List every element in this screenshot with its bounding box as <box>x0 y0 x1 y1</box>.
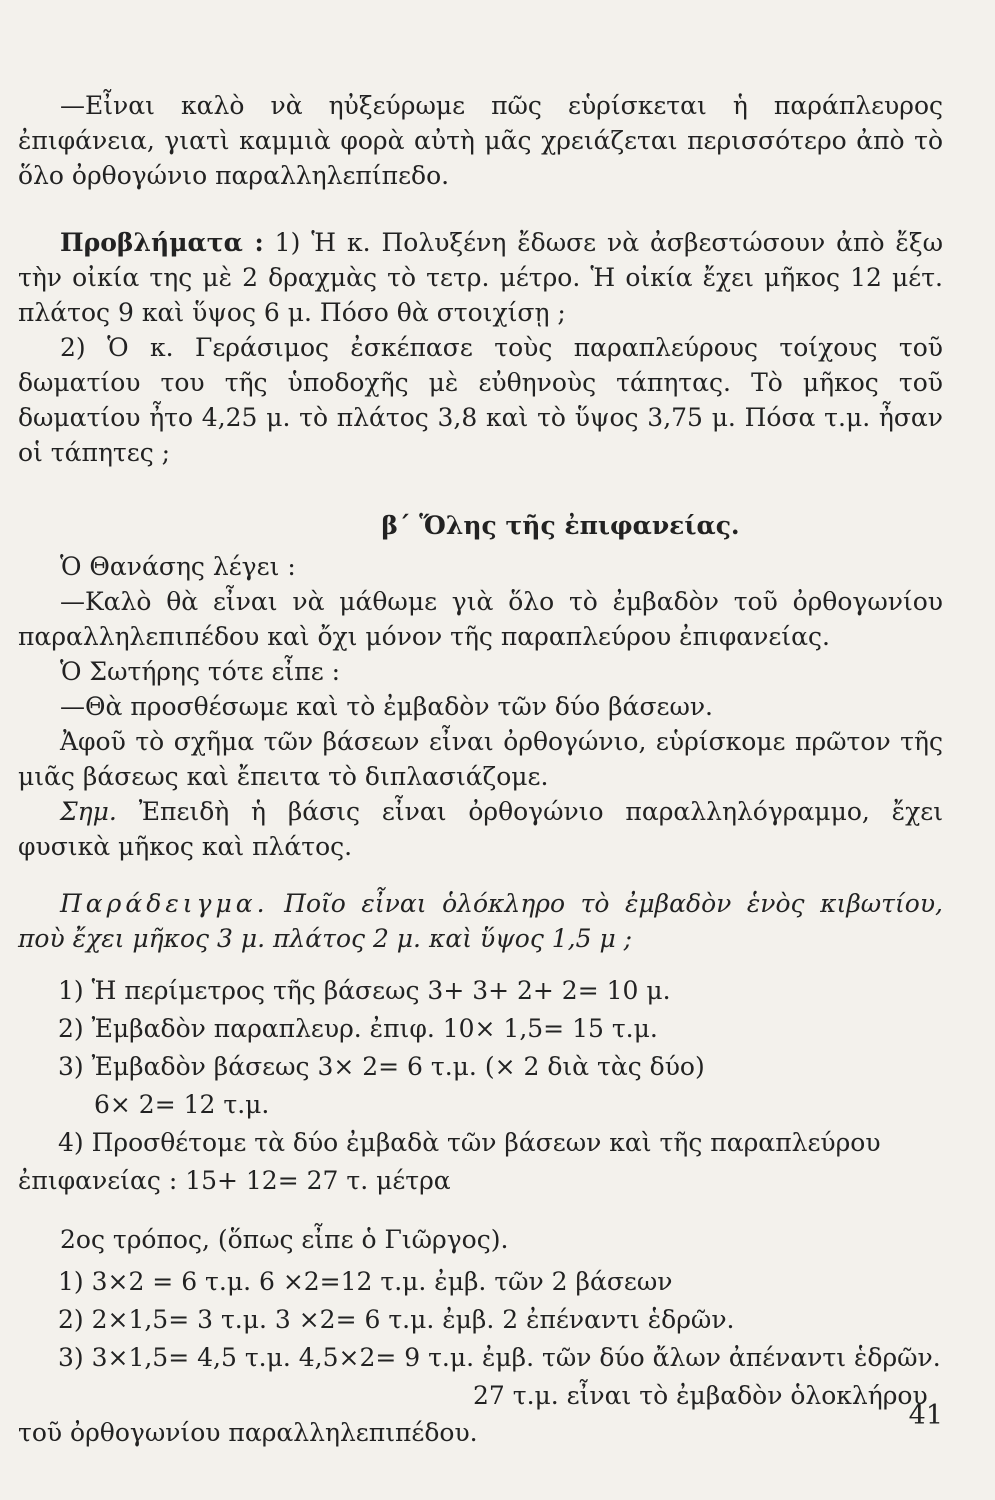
example-text: Ποῖο εἶναι ὁλόκληρο τὸ ἐμβαδὸν ἑνὸς κιβωτίου, ποὺ ἔχει μῆκος 3 μ. πλάτος 2 μ. καὶ ὕψος 1,5 μ ; <box>18 889 943 953</box>
problem-1 <box>18 225 943 330</box>
section-title: β΄ Ὅλης τῆς ἐπιφανείας. <box>381 511 740 540</box>
dialog-line: —Καλὸ θὰ εἶναι νὰ μάθωμε γιὰ ὅλο τὸ ἐμβαδὸν τοῦ ὀρθογωνίου παραλληλεπιπέδου καὶ ὄχι μόνον τῆς παραπλεύρου ἐπιφανείας. <box>18 587 943 651</box>
way-line: 3) 3×1,5= 4,5 τ.μ. 4,5×2= 9 τ.μ. ἐμβ. τῶν δύο ἄλων ἀπέναντι ἑδρῶν. <box>58 1343 941 1372</box>
dialog-line: Ὁ Θανάσης λέγει : <box>60 552 296 581</box>
example-label: Παράδειγμα. <box>60 889 269 918</box>
note-text: Ἐπειδὴ ἡ βάσις εἶναι ὀρθογώνιο παραλληλόγραμμο, ἔχει φυσικὰ μῆκος καὶ πλάτος. <box>18 797 943 861</box>
step-item: 3) Ἐμβαδὸν βάσεως 3× 2= 6 τ.μ. (× 2 διὰ τὰς δύο) <box>58 1052 705 1081</box>
total-line: 27 τ.μ. εἶναι τὸ ἐμβαδὸν ὁλοκλήρου <box>473 1381 928 1410</box>
step-item: 2) Ἐμβαδὸν παραπλευρ. ἐπιφ. 10× 1,5= 15 τ.μ. <box>58 1014 658 1043</box>
problems-label: Προβλήματα : <box>60 228 264 257</box>
second-way-title: 2ος τρόπος, (ὅπως εἶπε ὁ Γιῶργος). <box>60 1225 509 1254</box>
intro-paragraph: —Εἶναι καλὸ νὰ ηὐξεύρωμε πῶς εὑρίσκεται ἡ παράπλευρος ἐπιφάνεια, γιατὶ καμμιὰ φορὰ αὐτὴ μᾶς χρειάζεται περισσότερο ἀπὸ τὸ ὅλο ὀρθογώνιο παραλληλεπίπεδο. <box>18 91 943 190</box>
step-item: 1) Ἡ περίμετρος τῆς βάσεως 3+ 3+ 2+ 2= 10 μ. <box>58 976 671 1005</box>
way-line: 1) 3×2 = 6 τ.μ. 6 ×2=12 τ.μ. ἐμβ. τῶν 2 βάσεων <box>58 1267 673 1296</box>
second-way-lines <box>18 1263 943 1377</box>
step-item: 4) Προσθέτομε τὰ δύο ἐμβαδὰ τῶν βάσεων καὶ τῆς παραπλεύρου ἐπιφανείας : 15+ 12= 27 τ. μέτρα <box>18 1128 881 1195</box>
dialog-line: —Θὰ προσθέσωμε καὶ τὸ ἐμβαδὸν τῶν δύο βάσεων. <box>60 692 713 721</box>
example-paragraph <box>18 886 943 956</box>
note-label: Σημ. <box>60 797 117 826</box>
dialog-line: Ἀφοῦ τὸ σχῆμα τῶν βάσεων εἶναι ὀρθογώνιο, εὑρίσκομε πρῶτον τῆς μιᾶς βάσεως καὶ ἔπειτα τὸ διπλασιάζομε. <box>18 727 943 791</box>
way-line: 2) 2×1,5= 3 τ.μ. 3 ×2= 6 τ.μ. ἐμβ. 2 ἐπέναντι ἑδρῶν. <box>58 1305 735 1334</box>
solution-steps <box>18 972 943 1200</box>
step-item: 6× 2= 12 τ.μ. <box>94 1090 270 1119</box>
problem-1-text: 1) Ἡ κ. Πολυξένη ἔδωσε νὰ ἀσβεστώσουν ἀπὸ ἔξω τὴν οἰκία της μὲ 2 δραχμὰς τὸ τετρ. μέτρο. Ἡ οἰκία ἔχει μῆκος 12 μέτ. πλάτος 9 καὶ ὕψος 6 μ. Πόσο θὰ στοιχίσῃ ; <box>18 228 943 327</box>
problem-2: 2) Ὁ κ. Γεράσιμος ἐσκέπασε τοὺς παραπλεύρους τοίχους τοῦ δωματίου του τῆς ὑποδοχῆς μὲ εὐθηνοὺς τάπητας. Τὸ μῆκος τοῦ δωματίου ἦτο 4,25 μ. τὸ πλάτος 3,8 καὶ τὸ ὕψος 3,75 μ. Πόσα τ.μ. ἦσαν οἱ τάπητες ; <box>18 333 943 467</box>
page-number: 41 <box>908 1400 943 1431</box>
dialog-line: Ὁ Σωτήρης τότε εἶπε : <box>60 657 341 686</box>
note-paragraph <box>18 794 943 864</box>
total-continuation: τοῦ ὀρθογωνίου παραλληλεπιπέδου. <box>18 1418 478 1447</box>
